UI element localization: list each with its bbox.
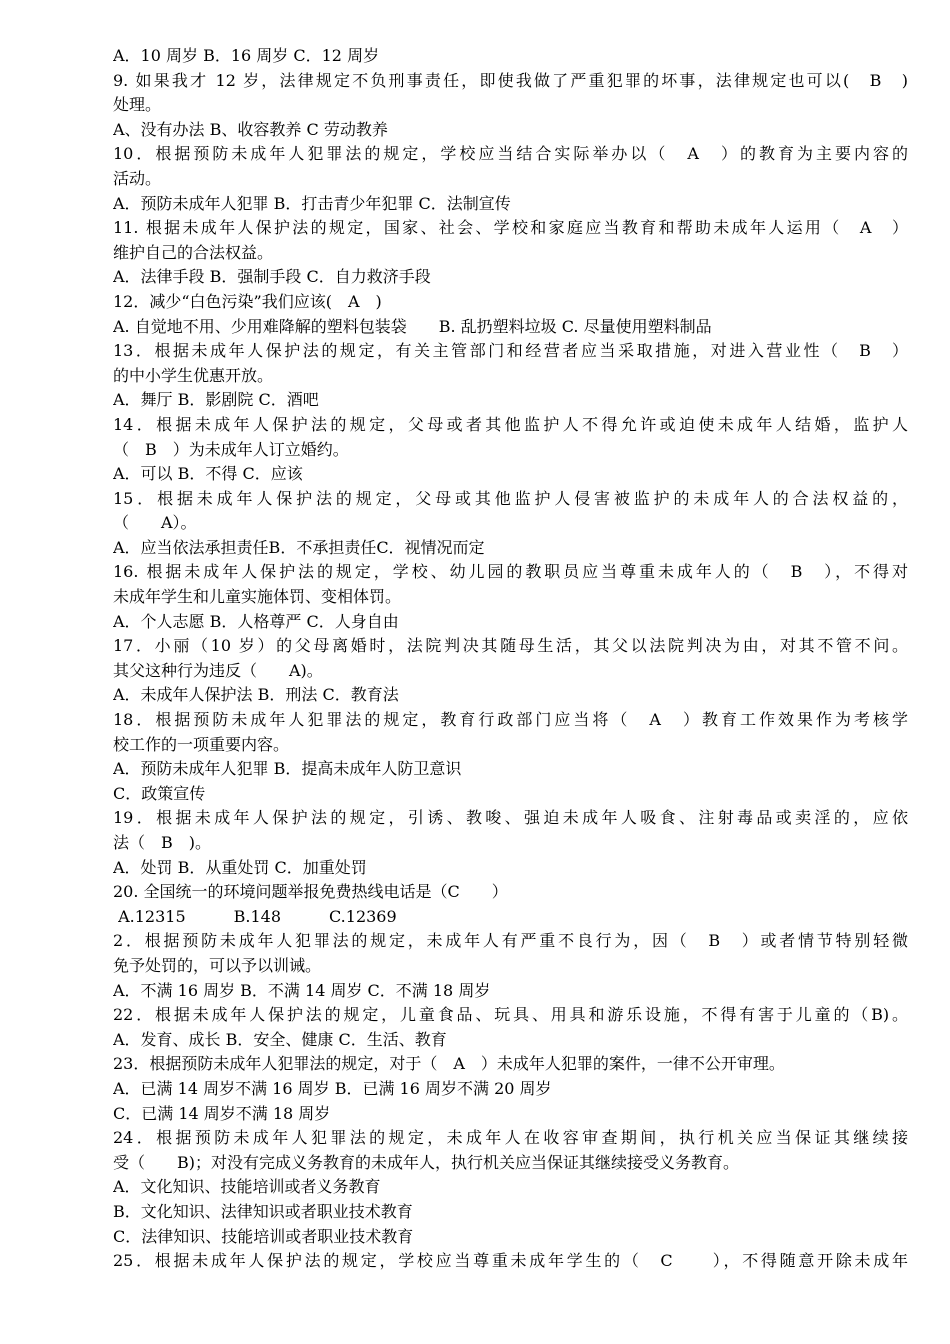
text-line: （ B ）为未成年人订立婚约。 [113,439,349,459]
question-line: 2．根据预防未成年人犯罪法的规定，未成年人有严重不良行为，因（ B ）或者情节特别轻微 [113,931,908,951]
question-line: 22．根据未成年人保护法的规定，儿童食品、玩具、用具和游乐设施，不得有害于儿童的（B)。 [113,1005,908,1025]
text-line: 的中小学生优惠开放。 [113,365,274,385]
question-line: 18．根据预防未成年人犯罪法的规定，教育行政部门应当将（ A ）教育工作效果作为考核学 [113,710,908,730]
options-line: A．文化知识、技能培训或者义务教育 [113,1177,381,1197]
options-line: A．法律手段 B．强制手段 C．自力救济手段 [113,267,431,287]
options-line: B．文化知识、法律知识或者职业技术教育 [113,1201,413,1221]
options-line: A.12315 B.148 C.12369 [113,906,397,926]
question-line: 14．根据未成年人保护法的规定，父母或者其他监护人不得允许或迫使未成年人结婚，监护人 [113,414,908,434]
question-line: 23．根据预防未成年人犯罪法的规定，对于（ A ）未成年人犯罪的案件，一律不公开审理。 [113,1054,785,1074]
question-line: 17．小丽（10 岁）的父母离婚时，法院判决其随母生活，其父以法院判决为由，对其不管不问。 [113,636,908,656]
question-line: 25．根据未成年人保护法的规定，学校应当尊重未成年学生的（ C ），不得随意开除未成年 [113,1251,908,1271]
options-line: C．法律知识、技能培训或者职业技术教育 [113,1226,414,1246]
options-line: A．处罚 B．从重处罚 C．加重处罚 [113,857,367,877]
options-line: A．预防未成年人犯罪 B．打击青少年犯罪 C．法制宣传 [113,193,511,213]
text-line: 法（ B )。 [113,833,212,852]
options-line: A．预防未成年人犯罪 B．提高未成年人防卫意识 [113,759,462,779]
options-line: A．应当依法承担责任B．不承担责任C．视情况而定 [113,537,485,557]
question-line: 9. 如果我才 12 岁，法律规定不负刑事责任，即使我做了严重犯罪的坏事，法律规定也可以( B ) [113,70,908,90]
text-line: 校工作的一项重要内容。 [113,734,290,754]
document-page [113,44,908,1274]
question-line: 10．根据预防未成年人犯罪法的规定，学校应当结合实际举办以（ A ）的教育为主要内容的 [113,144,908,164]
question-line: 11. 根据未成年人保护法的规定，国家、社会、学校和家庭应当教育和帮助未成年人运用（ A ） [113,218,908,238]
options-line: A．未成年人保护法 B．刑法 C．教育法 [113,685,399,705]
options-line: A．不满 16 周岁 B．不满 14 周岁 C．不满 18 周岁 [113,980,491,1000]
text-line: 未成年学生和儿童实施体罚、变相体罚。 [113,587,402,607]
question-line: 15．根据未成年人保护法的规定，父母或其他监护人侵害被监护的未成年人的合法权益的， [113,488,908,508]
text-line: A．10 周岁 B．16 周岁 C．12 周岁 [113,46,380,65]
question-line: 16. 根据未成年人保护法的规定，学校、幼儿园的教职员应当尊重未成年人的（ B ），不得对 [113,562,908,582]
options-line: A．舞厅 B．影剧院 C．酒吧 [113,390,319,410]
question-line: 12．减少“白色污染”我们应该( A ) [113,291,382,311]
text-line: 处理。 [113,95,162,115]
options-line: C．已满 14 周岁不满 18 周岁 [113,1103,331,1123]
options-line: A．可以 B．不得 C．应该 [113,464,303,484]
options-line: A．发育、成长 B．安全、健康 C．生活、教育 [113,1029,447,1049]
question-line: 20. 全国统一的环境问题举报免费热线电话是（C ） [113,882,508,902]
text-line: 活动。 [113,168,162,188]
options-line: A．个人志愿 B．人格尊严 C．人身自由 [113,611,399,631]
options-line: A. 自觉地不用、少用难降解的塑料包装袋 B. 乱扔塑料垃圾 C. 尽量使用塑料制品 [113,316,712,336]
text-line: 受（ B)；对没有完成义务教育的未成年人，执行机关应当保证其继续接受义务教育。 [113,1152,740,1172]
text-line: 其父这种行为违反（ A)。 [113,660,323,680]
text-line: 免予处罚的，可以予以训诫。 [113,955,322,975]
question-line: 24．根据预防未成年人犯罪法的规定，未成年人在收容审查期间，执行机关应当保证其继续接 [113,1128,908,1148]
options-line: A、没有办法 B、收容教养 C 劳动教养 [113,119,388,139]
text-line: （ A）。 [113,513,197,533]
question-line: 13．根据未成年人保护法的规定，有关主管部门和经营者应当采取措施，对进入营业性（ B ） [113,341,908,361]
options-line: C．政策宣传 [113,783,206,803]
question-line: 19．根据未成年人保护法的规定，引诱、教唆、强迫未成年人吸食、注射毒品或卖淫的，应依 [113,808,908,828]
options-line: A．已满 14 周岁不满 16 周岁 B．已满 16 周岁不满 20 周岁 [113,1078,552,1098]
text-line: 维护自己的合法权益。 [113,242,274,262]
